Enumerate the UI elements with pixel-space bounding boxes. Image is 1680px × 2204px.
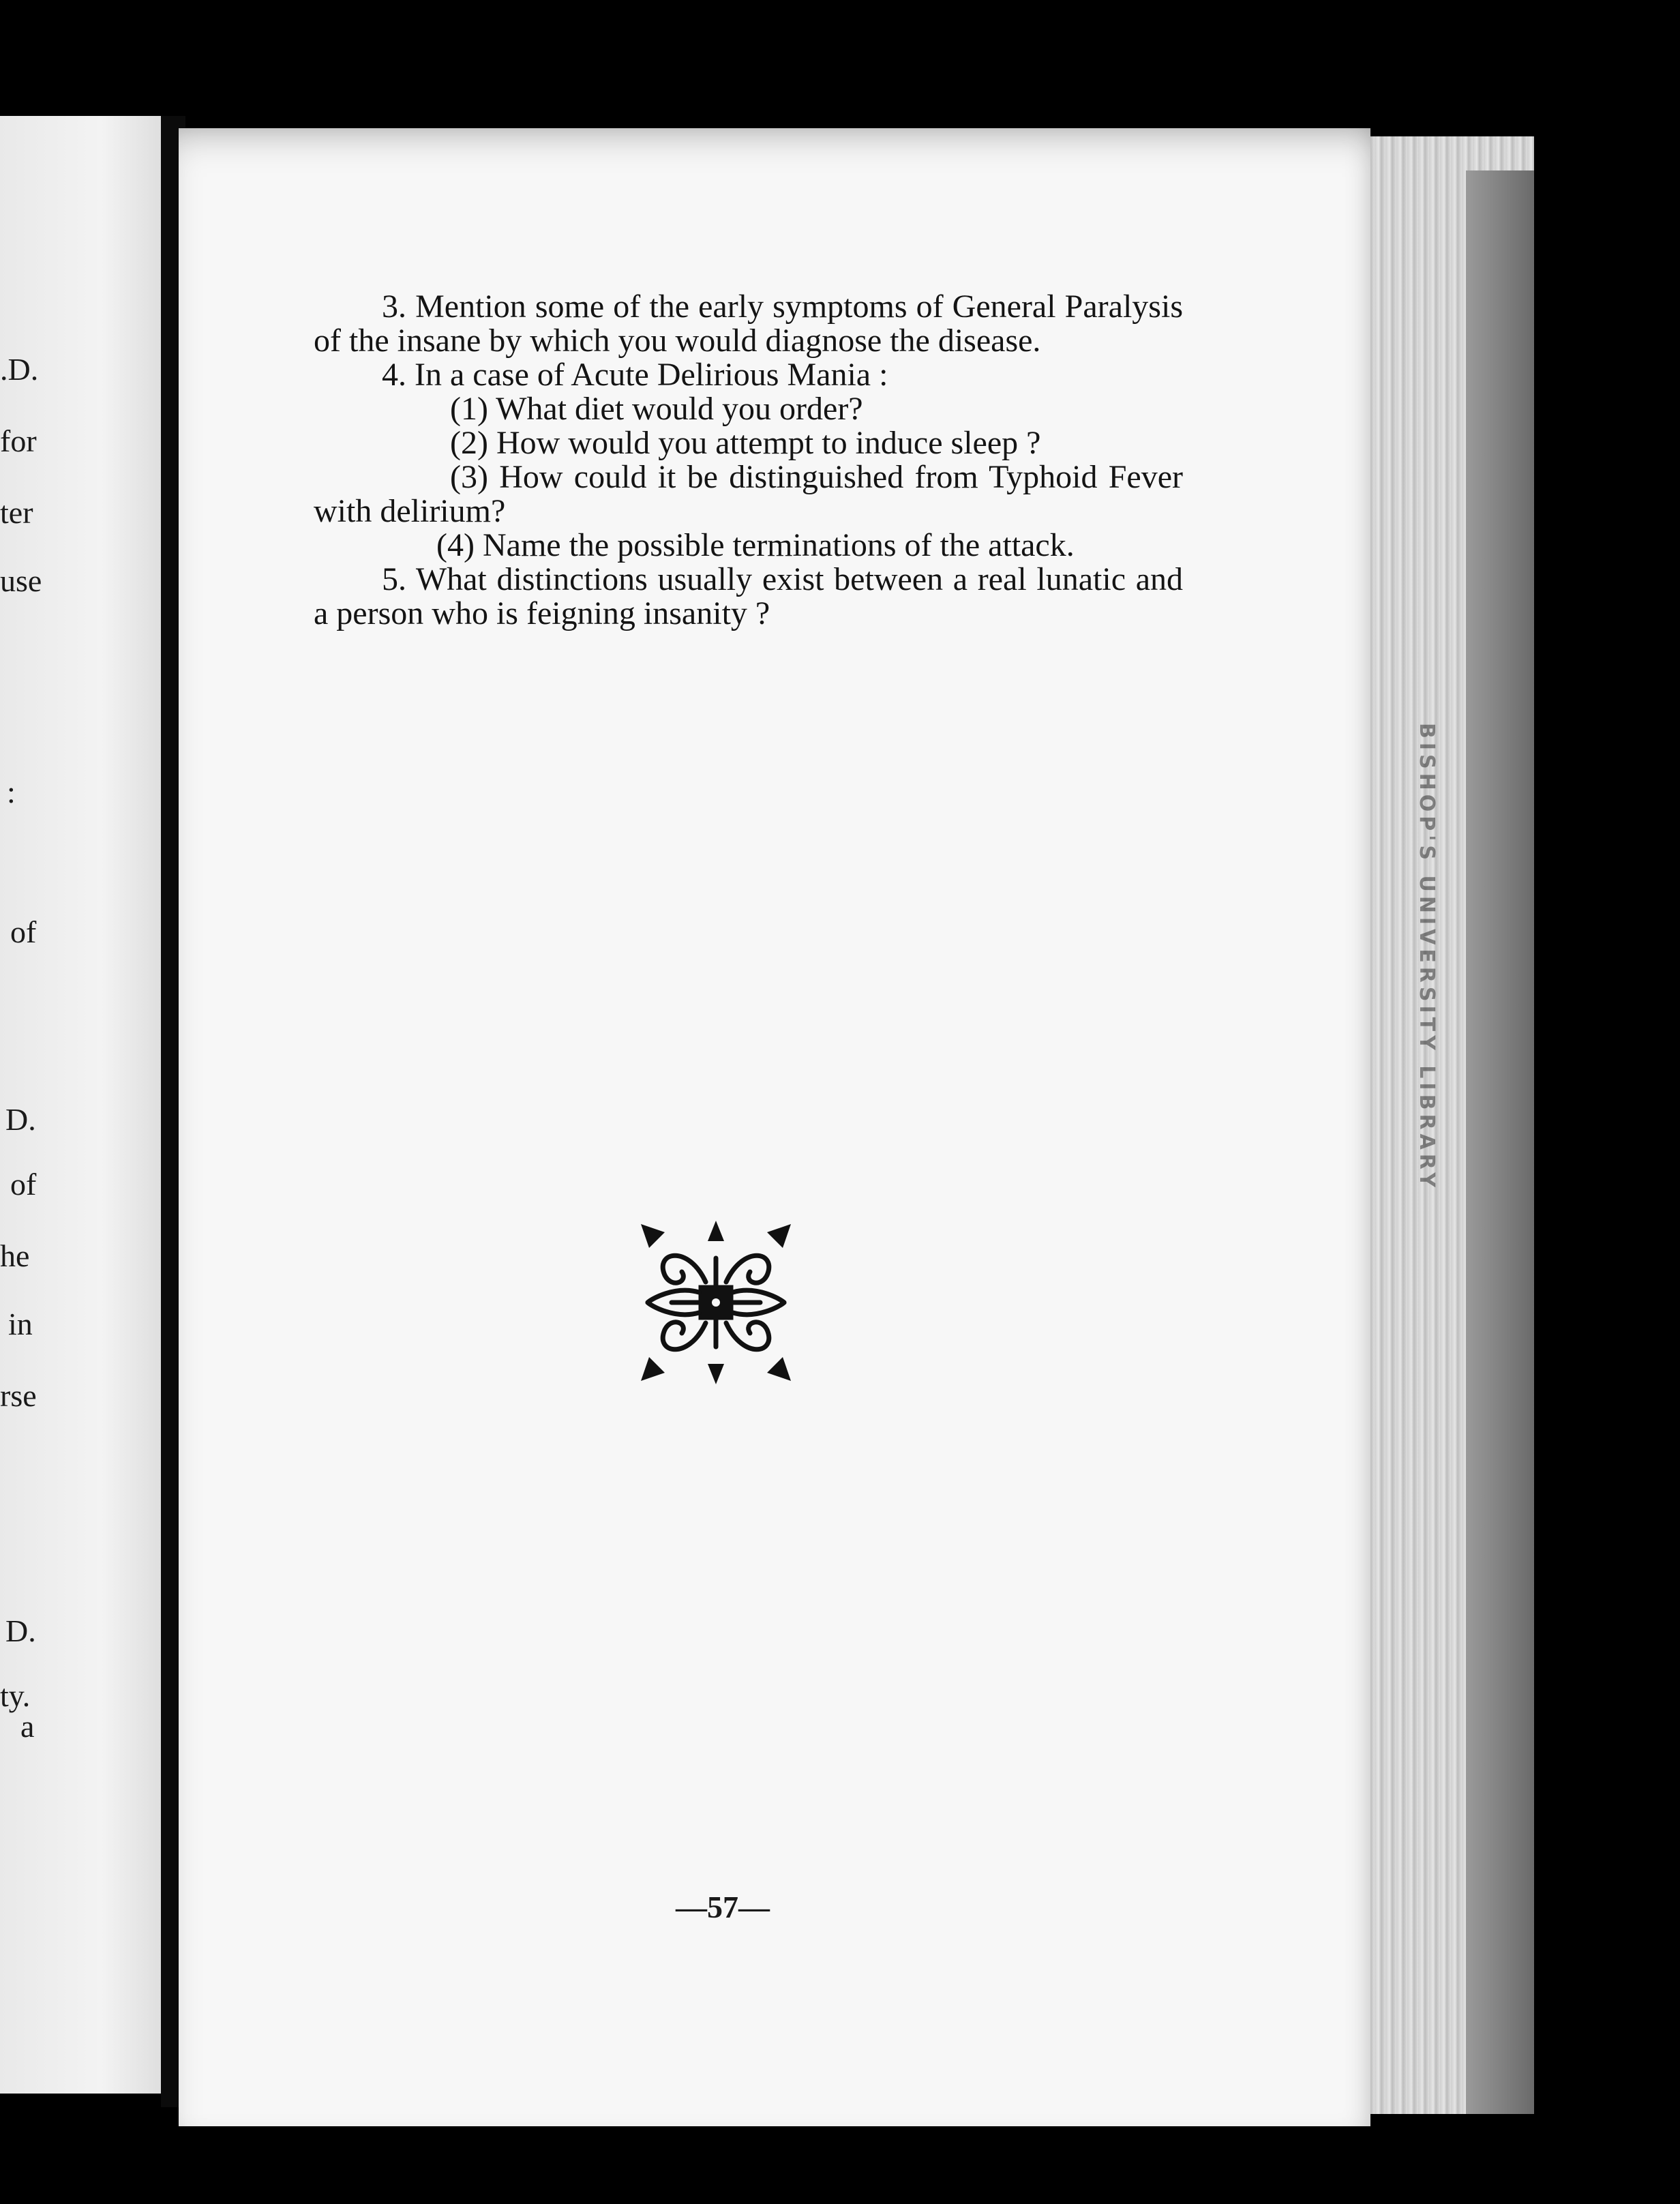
facing-page-fragment: ter	[0, 495, 33, 530]
page-number: —57—	[676, 1890, 770, 1924]
facing-page-fragment: in	[8, 1307, 33, 1341]
question-4-item: (2) How would you attempt to induce sleep ?	[450, 425, 1041, 461]
question-3: 3. Mention some of the early symptoms of General Paralysis of the insane by which you would diagnose the disease.	[314, 288, 1183, 359]
question-5: 5. What distinctions usually exist between a real lunatic and a person who is feigning insanity ?	[314, 561, 1183, 631]
facing-page-fragment: he	[0, 1238, 30, 1273]
exam-questions	[314, 290, 1183, 631]
question-4-item: (1) What diet would you order?	[450, 391, 863, 427]
library-stamp: BISHOP'S UNIVERSITY LIBRARY	[1415, 723, 1439, 1191]
facing-page-fragment: a	[20, 1709, 35, 1744]
facing-page-fragment: for	[0, 423, 37, 458]
facing-page-fragment: of	[10, 1167, 37, 1202]
question-4-item: (4) Name the possible terminations of the attack.	[436, 527, 1075, 563]
fleuron-ornament-icon	[634, 1217, 798, 1388]
facing-page-fragment: D.	[5, 1613, 36, 1648]
facing-page-fragment: of	[10, 914, 37, 949]
question-4-item: (3) How could it be distinguished from Typhoid Fever with delirium?	[314, 459, 1183, 529]
book-cover-edge	[1466, 170, 1534, 2114]
facing-page-fragment: ty.	[0, 1678, 31, 1713]
question-4-intro: 4. In a case of Acute Delirious Mania :	[382, 357, 888, 393]
facing-page-fragment: rse	[0, 1378, 37, 1413]
facing-page-fragment: :	[7, 775, 16, 809]
facing-page-fragment: .D.	[0, 352, 39, 387]
facing-page	[0, 116, 169, 2094]
facing-page-fragment: D.	[5, 1102, 36, 1137]
facing-page-fragment: use	[0, 563, 42, 598]
